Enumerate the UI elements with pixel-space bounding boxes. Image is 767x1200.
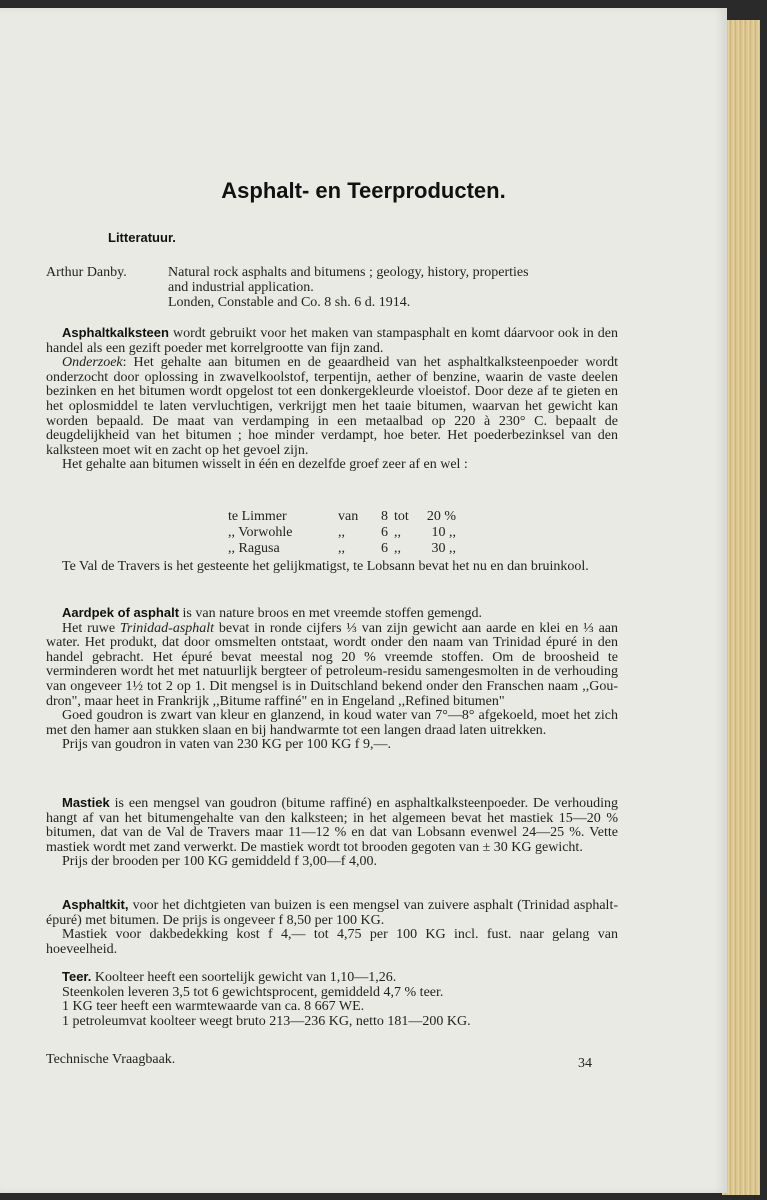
travers-paragraph: Te Val de Travers is het gesteente het gelijkmatigst, te Lobsann bevat het nu en dan bruinkool. [62,559,589,574]
asphaltkit-section [46,898,618,957]
literature-heading: Litteratuur. [108,230,176,245]
table-row: ,, Ragusa ,, 6 ,, 30 ,, [228,541,456,556]
reference-author: Arthur Danby. [46,265,127,280]
reference-details [168,265,618,310]
mastiek-paragraph: Mastiek is een mengsel van goudron (bitume raffiné) en asphaltkalksteenpoeder. De verhouding hangt af van het bitumengehalte van den kalksteen; in het algemeen bevat het mastiek 15—20 % bitumen, dat van de Val de Travers maar 11—12 % en dat van Lobsann evenwel 24—25 %. Vette mastiek wordt met zand verwerkt. De mastiek wordt tot brooden gegoten van ± 30 KG gewicht. [46,795,619,855]
term-asphaltkalksteen: Asphaltkalksteen [62,325,169,340]
reference-line-2: and industrial application. [168,280,314,295]
teer-line-1: Teer. Koolteer heeft een soortelijk gewicht van 1,10—1,26. [62,969,397,985]
mastiek-price: Prijs der brooden per 100 KG gemiddeld f 3,00—f 4,00. [62,854,377,870]
table-row: te Limmer van 8 tot 20 % [228,509,456,524]
trinidad-paragraph: Het ruwe Trinidad-asphalt bevat in ronde cijfers ⅓ van zijn gewicht aan aarde en klei en ⅓ aan water. Het produkt, dat door omsmelten ontstaat, wordt onder den naam van Trinidad épuré in den handel gebracht. Het épuré bevat meestal nog 20 % vreemde stoffen. Om de broosheid te verminderen wordt het met natuurlijk bergteer of petroleum-residu samengesmolten in de verhouding van ongeveer 1½ tot 2 op 1. Dit mengsel is in Duitschland bekend onder den Franschen naam ,,Goudron", maar heet in Frankrijk ,,Bitume raffiné" en in Engeland ,,Refined bitumen" [46,620,619,709]
dakbedekking-paragraph: Mastiek voor dakbedekking kost f 4,— tot 4,75 per 100 KG incl. fust. naar gelang van hoeveelheid. [46,927,618,957]
footer-book-title: Technische Vraagbaak. [46,1052,176,1067]
term-teer: Teer. [62,969,92,984]
page-edges [722,20,760,1195]
table-row: ,, Vorwohle ,, 6 ,, 10 ,, [228,525,456,540]
asphaltkit-paragraph: Asphaltkit, voor het dichtgieten van buizen is een mengsel van zuivere asphalt (Trinidad asphalt-épuré) met bitumen. De prijs is ongeveer f 8,50 per 100 KG. [46,897,619,928]
teer-line-3: 1 KG teer heeft een warmtewaarde van ca. 8 667 WE. [62,999,365,1015]
page-number: 34 [578,1056,592,1071]
trinidad-asphalt-term: Trinidad-asphalt [119,620,215,636]
page-title: Asphalt- en Teerproducten. [221,178,506,203]
reference-line-3: Londen, Constable and Co. 8 sh. 6 d. 1914. [168,295,411,310]
onderzoek-label: Onderzoek [62,355,123,371]
aardpek-section [46,606,618,753]
teer-line-2: Steenkolen leveren 3,5 tot 6 gewichtsprocent, gemiddeld 4,7 % teer. [62,984,444,1000]
reference-line-1: Natural rock asphalts and bitumens ; geology, history, properties [168,265,529,280]
asphaltkalksteen-intro: Asphaltkalksteen wordt gebruikt voor het maken van stampasphalt en komt dáarvoor ook in den handel als een gezift poeder met korrelgrootte van fijn zand. [46,325,619,356]
goudron-paragraph: Goed goudron is zwart van kleur en glanzend, in koud water van 7°—8° afgekoeld, moet het zich met den hamer aan stukken slaan en bij handwarmte tot een langen draad laten uitrekken. [46,708,618,738]
term-aardpek: Aardpek of asphalt [62,605,180,620]
teer-line-4: 1 petroleumvat koolteer weegt bruto 213—236 KG, netto 181—200 KG. [62,1013,471,1029]
aardpek-intro: Aardpek of asphalt is van nature broos en met vreemde stoffen gemengd. [62,605,483,621]
onderzoek-paragraph: Onderzoek: Het gehalte aan bitumen en de geaardheid van het asphaltkalksteenpoeder wordt onderzocht door oplossing in zwavelkoolstof, terpentijn, aether of benzine, waarin de vaste deelen bezinken en het bitumen wordt opgelost tot een donkergekleurde vloeistof. Door deze af te gieten en het oplosmiddel te laten vervluchtigen, verkrijgt men het taaie bitumen, waarvan het gewicht kan worden bepaald. De maat van verdamping in een metaalbad op 220 à 230° C. bepaalt de deugdelijkheid van het bitumen ; hoe minder verdampt, hoe beter. Het poederbezinksel van den kalksteen moet wit en zacht op het gevoel zijn. [46,355,618,458]
mastiek-section [46,796,618,870]
teer-section [46,970,618,1029]
goudron-price: Prijs van goudron in vaten van 230 KG per 100 KG f 9,—. [62,737,391,753]
asphaltkalksteen-section [46,326,618,473]
gehalte-paragraph: Het gehalte aan bitumen wisselt in één en dezelfde groef zeer af en wel : [62,457,468,473]
term-asphaltkit: Asphaltkit, [62,897,129,912]
book-page [0,8,727,1193]
term-mastiek: Mastiek [62,795,110,810]
bitumen-percentage-table [228,509,456,557]
